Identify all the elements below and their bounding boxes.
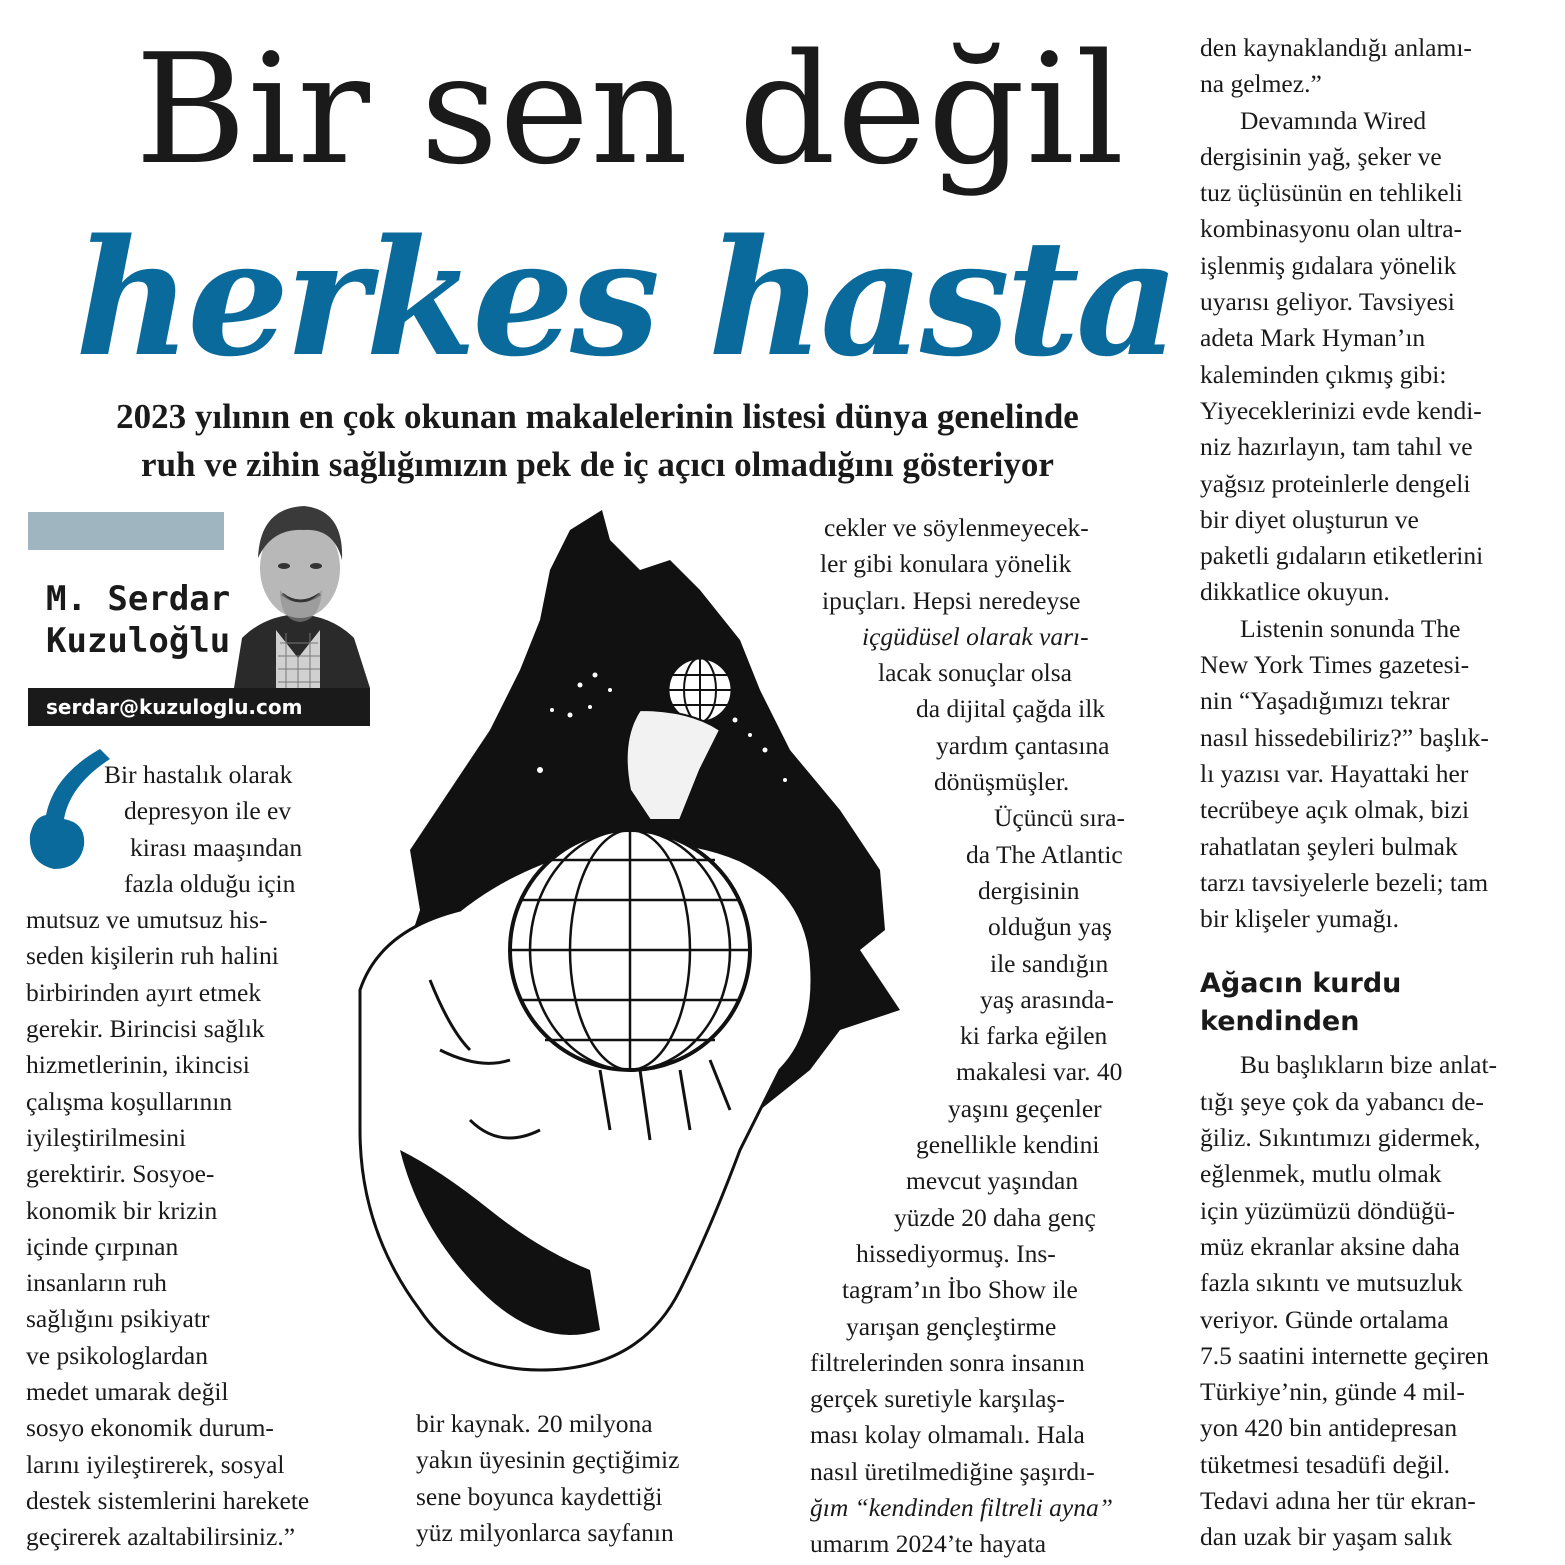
col3-line: umarım 2024’te hayata: [810, 1529, 1047, 1559]
col3-line: lacak sonuçlar olsa: [878, 658, 1073, 688]
col2-line: bir kaynak. 20 milyona: [416, 1409, 653, 1438]
col4-line: lı yazısı var. Hayattaki her: [1200, 758, 1469, 788]
col3-line: yaşını geçenler: [948, 1093, 1102, 1123]
article-column-1: [26, 757, 309, 1556]
col3-line: ile sandığın: [990, 948, 1109, 978]
col3-line: gerçek suretiyle karşılaş-: [810, 1384, 1065, 1414]
col1-line: Bir hastalık olarak: [104, 760, 293, 789]
col4-line: New York Times gazetesi-: [1200, 650, 1470, 680]
col3-line: hissediyormuş. Ins-: [856, 1238, 1056, 1268]
col4-line: işlenmiş gıdalara yönelik: [1200, 250, 1457, 280]
col1-line: gerektirir. Sosyoe-: [26, 1159, 215, 1189]
col4-line: fazla sıkıntı ve mutsuzluk: [1200, 1268, 1463, 1298]
section-subhead-line-1: Ağacın kurdu: [1200, 968, 1402, 1000]
col2-line: sene boyunca kaydettiği: [416, 1481, 663, 1511]
col1-line: insanların ruh: [26, 1268, 167, 1298]
col4-line: için yüzümüzü döndüğü-: [1200, 1195, 1455, 1225]
col3-line: dergisinin: [978, 875, 1080, 905]
col4-line: yon 420 bin antidepresan: [1200, 1413, 1458, 1443]
col1-line: çalışma koşullarının: [26, 1086, 233, 1116]
col4-line: Yiyeceklerinizi evde kendi-: [1200, 395, 1482, 425]
section-subhead-line-2: kendinden: [1200, 1006, 1360, 1038]
col4-line: na gelmez.”: [1200, 69, 1322, 99]
article-column-2: [416, 1406, 679, 1551]
col4-line: Tedavi adına her tür ekran-: [1200, 1485, 1476, 1515]
col4-line: adeta Mark Hyman’ın: [1200, 323, 1426, 353]
col1-line: hizmetlerinin, ikincisi: [26, 1050, 250, 1080]
col1-line: mutsuz ve umutsuz his-: [26, 905, 268, 935]
headline-line-2: herkes hasta: [75, 204, 1176, 392]
col3-line: mevcut yaşından: [906, 1166, 1079, 1196]
col4-line: nin “Yaşadığımızı tekrar: [1200, 686, 1450, 716]
col3-line: genellikle kendini: [916, 1130, 1100, 1160]
col3-line: da The Atlantic: [966, 839, 1123, 869]
col2-line: yüz milyonlarca sayfanın: [416, 1517, 674, 1547]
author-name-line-1: M. Serdar: [46, 579, 231, 619]
deck-line-2: ruh ve zihin sağlığımızın pek de iç açıcı olmadığını gösteriyor: [141, 445, 1054, 484]
author-email[interactable]: serdar@kuzuloglu.com: [28, 688, 370, 726]
author-name-line-2: Kuzuloğlu: [46, 621, 231, 661]
col2-line: yakın üyesinin geçtiğimiz: [416, 1445, 680, 1475]
deck-line-1: 2023 yılının en çok okunan makalelerinin listesi dünya genelinde: [116, 397, 1079, 436]
col1-line: kirası maaşından: [130, 832, 303, 862]
col4-line: veriyor. Günde ortalama: [1200, 1304, 1449, 1334]
col3-line: ipuçları. Hepsi neredeyse: [822, 585, 1081, 615]
col3-line: makalesi var. 40: [956, 1057, 1123, 1087]
col3-line: yarışan gençleştirme: [846, 1311, 1057, 1341]
col4-line: tığı şeye çok da yabancı de-: [1200, 1086, 1484, 1116]
col3-line: olduğun yaş: [988, 912, 1112, 942]
col1-line: larını iyileştirerek, sosyal: [26, 1449, 285, 1479]
article-column-4: [1200, 30, 1497, 1556]
col4-line: dan uzak bir yaşam salık: [1200, 1522, 1453, 1552]
author-name: [46, 578, 230, 662]
col4-line: yağsız proteinlerle dengeli: [1200, 468, 1471, 498]
col1-line: iyileştirilmesini: [26, 1122, 187, 1152]
col3-line: ler gibi konulara yönelik: [820, 549, 1072, 579]
col1-line: seden kişilerin ruh halini: [26, 941, 279, 971]
col4-line: Listenin sonunda The: [1240, 613, 1461, 643]
col1-line: ve psikologlardan: [26, 1340, 208, 1370]
col1-line: gerekir. Birincisi sağlık: [26, 1014, 265, 1044]
col4-line: paketli gıdaların etiketlerini: [1200, 541, 1484, 571]
col4-line: bir klişeler yumağı.: [1200, 904, 1399, 934]
col4-line: tecrübeye açık olmak, bizi: [1200, 795, 1470, 825]
col4-line: nasıl hissedebiliriz?” başlık-: [1200, 722, 1489, 752]
col1-line: medet umarak değil: [26, 1377, 229, 1407]
col3-line: ki farka eğilen: [960, 1021, 1108, 1051]
article-column-3: [810, 510, 1125, 1563]
col4-line: kombinasyonu olan ultra-: [1200, 214, 1463, 244]
col1-line: birbirinden ayırt etmek: [26, 977, 262, 1007]
col3-line: yaş arasında-: [980, 984, 1114, 1014]
col1-line: depresyon ile ev: [124, 796, 292, 826]
col1-line: sağlığını psikiyatr: [26, 1304, 210, 1334]
article-deck: [40, 393, 1155, 489]
col4-line: dikkatlice okuyun.: [1200, 577, 1390, 607]
col3-line: içgüdüsel olarak varı-: [862, 621, 1089, 651]
col4-line: ğiliz. Sıkıntımızı gidermek,: [1200, 1123, 1481, 1153]
col4-line: den kaynaklandığı anlamı-: [1200, 33, 1472, 62]
col1-line: fazla olduğu için: [124, 868, 296, 898]
col4-line: uyarısı geliyor. Tavsiyesi: [1200, 287, 1455, 317]
col4-line: tarzı tavsiyelerle bezeli; tam: [1200, 867, 1489, 897]
col4-line: Devamında Wired: [1240, 105, 1427, 135]
col1-line: konomik bir krizin: [26, 1195, 218, 1225]
col4-line: kaleminden çıkmış gibi:: [1200, 359, 1447, 389]
col4-line: Bu başlıkların bize anlat-: [1240, 1050, 1498, 1080]
col1-line: sosyo ekonomik durum-: [26, 1413, 274, 1443]
col3-line: tagram’ın İbo Show ile: [842, 1275, 1078, 1305]
col4-line: rahatlatan şeyleri bulmak: [1200, 831, 1458, 861]
col1-line: içinde çırpınan: [26, 1231, 179, 1261]
col1-line: geçirerek azaltabilirsiniz.”: [26, 1522, 296, 1552]
col4-line: niz hazırlayın, tam tahıl ve: [1200, 432, 1473, 462]
col3-line: yardım çantasına: [936, 730, 1110, 760]
col1-line: destek sistemlerini harekete: [26, 1485, 310, 1515]
col4-line: dergisinin yağ, şeker ve: [1200, 141, 1442, 171]
col4-line: bir diyet oluşturun ve: [1200, 504, 1419, 534]
col4-line: eğlenmek, mutlu olmak: [1200, 1159, 1442, 1189]
col3-line: yüzde 20 daha genç: [894, 1202, 1096, 1232]
col3-line: nasıl üretilmediğine şaşırdı-: [810, 1456, 1095, 1486]
headline-line-1: Bir sen değil: [135, 21, 1126, 198]
col3-line: da dijital çağda ilk: [916, 694, 1106, 724]
col3-line: filtrelerinden sonra insanın: [810, 1347, 1085, 1377]
col3-line: ğım “kendinden filtreli ayna”: [810, 1493, 1113, 1523]
col3-line: dönüşmüşler.: [934, 767, 1070, 797]
col3-line: cekler ve söylenmeyecek-: [824, 513, 1089, 542]
col3-line: ması kolay olmamalı. Hala: [810, 1420, 1085, 1450]
col4-line: 7.5 saatini internette geçiren: [1200, 1340, 1489, 1370]
col3-line: Üçüncü sıra-: [994, 803, 1125, 833]
col4-line: tüketmesi tesadüfi değil.: [1200, 1449, 1450, 1479]
col4-line: Türkiye’nin, günde 4 mil-: [1200, 1377, 1465, 1407]
col4-line: müz ekranlar aksine daha: [1200, 1231, 1460, 1261]
col4-line: tuz üçlüsünün en tehlikeli: [1200, 178, 1463, 208]
